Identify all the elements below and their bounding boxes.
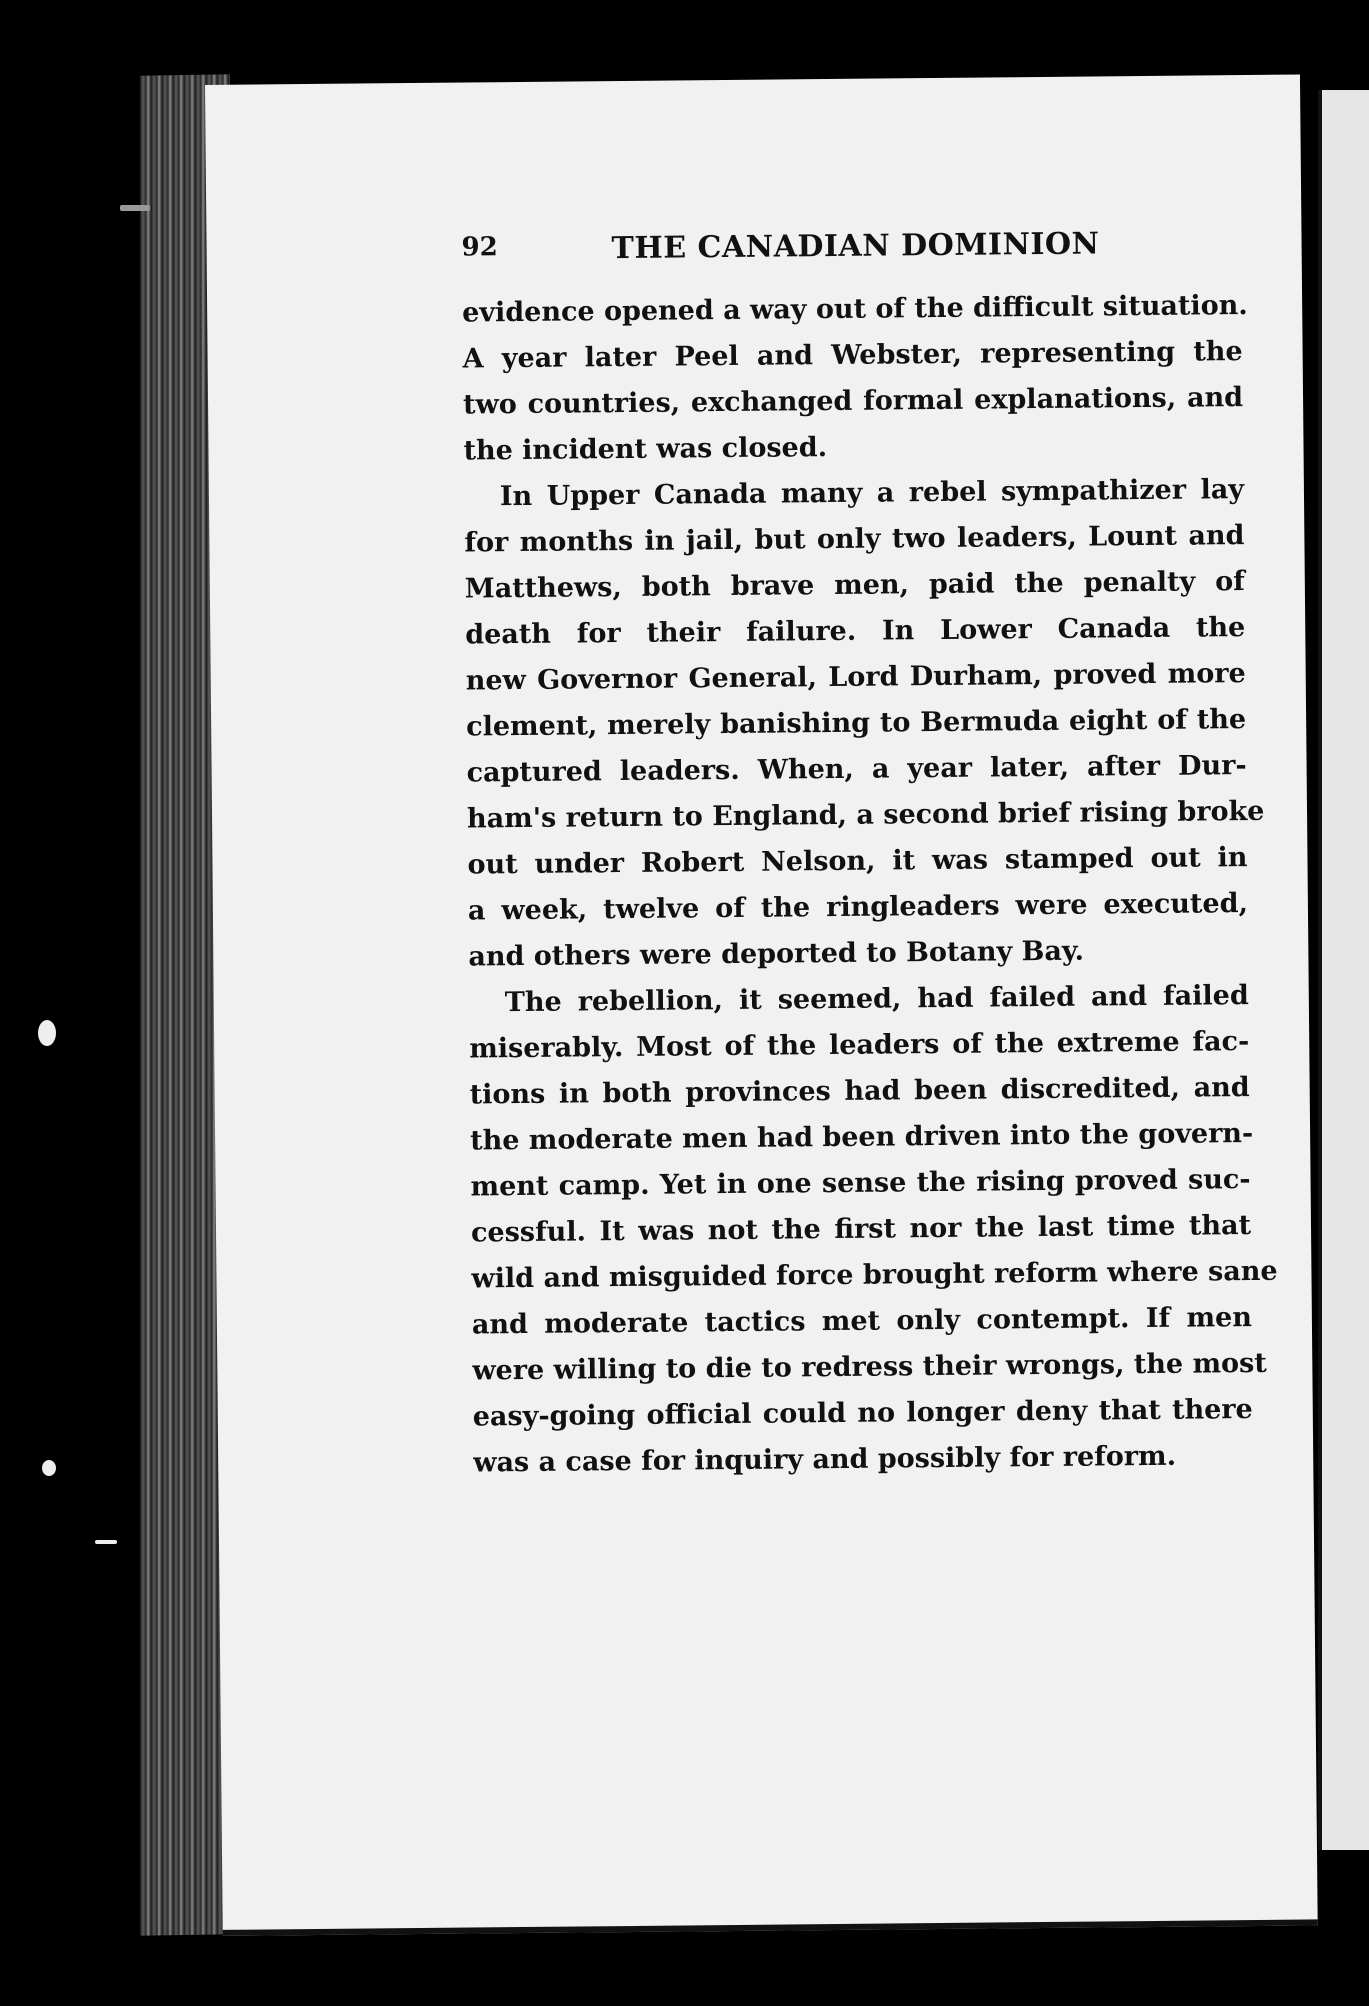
text-line: easy-going official could no longer deny that there [472,1394,1253,1433]
text-line: wild and misguided force brought reform where sane [471,1255,1278,1295]
text-line: new Governor General, Lord Durham, proved more [465,658,1246,697]
text-line: and others were deported to Botany Bay. [468,935,1085,973]
text-line: The rebellion, it seemed, had failed and failed [504,980,1249,1019]
text-line: and moderate tactics met only contempt. If men [471,1302,1253,1341]
text-line: were willing to die to redress their wrongs, the most [472,1347,1267,1387]
page-body-text [462,283,1278,1486]
text-line: evidence opened a way out of the difficult situation. [462,290,1248,329]
scan-artifact [120,205,150,211]
text-line: ham's return to England, a second brief rising broke [466,795,1265,835]
text-line: captured leaders. When, a year later, after Dur- [466,750,1247,789]
scan-artifact [95,1540,117,1544]
text-line: tions in both provinces had been discredited, and [469,1072,1250,1111]
text-line: out under Robert Nelson, it was stamped out in [467,842,1248,881]
book-page [205,74,1318,1935]
text-line: clement, merely banishing to Bermuda eight of the [466,704,1247,743]
text-line: Matthews, both brave men, paid the penalty of [464,566,1245,605]
page-number: 92 [461,232,498,263]
text-line: miserably. Most of the leaders of the extreme fac- [469,1026,1250,1065]
running-head: THE CANADIAN DOMINION [611,226,1100,267]
text-line: death for their failure. In Lower Canada the [465,612,1246,651]
text-line: for months in jail, but only two leaders, Lount and [464,520,1245,559]
text-line: the moderate men had been driven into the govern- [470,1117,1254,1157]
text-line: was a case for inquiry and possibly for reform. [473,1440,1177,1479]
text-line: A year later Peel and Webster, representing the [462,336,1243,375]
text-line: two countries, exchanged formal explanations, and [462,382,1244,421]
text-line: ment camp. Yet in one sense the rising proved suc- [470,1164,1251,1203]
scan-artifact [38,1020,56,1046]
text-line: cessful. It was not the first nor the last time that [470,1210,1252,1249]
scan-artifact [42,1460,56,1476]
facing-page-edge [1318,90,1369,1850]
text-line: a week, twelve of the ringleaders were executed, [467,888,1249,927]
text-line: In Upper Canada many a rebel sympathizer lay [499,474,1245,513]
text-line: the incident was closed. [463,432,828,467]
page-header [461,225,1222,292]
